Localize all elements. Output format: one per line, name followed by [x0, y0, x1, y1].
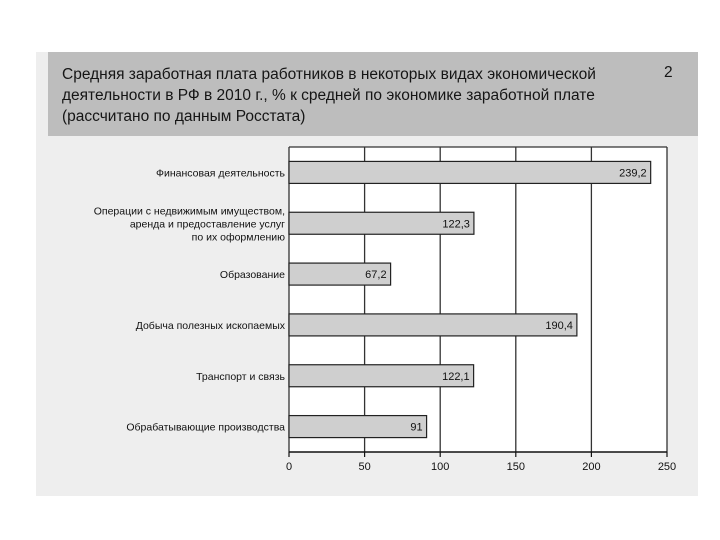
bar-value-label-3: 190,4: [545, 319, 573, 332]
bar-value-label-0: 239,2: [619, 167, 647, 180]
bar-value-label-4: 122,1: [442, 370, 470, 383]
x-tick-label-3: 150: [506, 461, 525, 473]
category-label-1-line-1: аренда и предоставление услуг: [129, 218, 285, 231]
x-tick-label-0: 0: [285, 461, 293, 473]
bar-value-label-2: 67,2: [365, 269, 387, 282]
figure-number: 2: [664, 64, 673, 81]
plot-area: [289, 147, 667, 452]
bar-5: [289, 416, 427, 438]
bar-3: [289, 314, 577, 336]
x-tick-label-1: 50: [358, 461, 371, 473]
x-tick-label-2: 100: [431, 461, 450, 473]
x-tick-label-5: 250: [657, 461, 677, 473]
bar-0: [289, 161, 651, 183]
category-label-1-line-0: Операции с недвижимым имуществом,: [93, 205, 285, 218]
category-label-2: Образование: [219, 269, 285, 282]
bar-value-label-5: 91: [410, 421, 423, 434]
bar-value-label-1: 122,3: [442, 218, 470, 231]
category-label-0: Финансовая деятельность: [156, 167, 285, 180]
chart-title: Средняя заработная плата работников в некоторых видах экономической деятельности в РФ в 2010 г., % к средней по экономике заработной плате (рассчитано по данным Росстата): [62, 66, 596, 125]
x-tick-label-4: 200: [582, 461, 601, 473]
category-label-3: Добыча полезных ископаемых: [135, 319, 285, 332]
category-label-5: Обрабатывающие производства: [126, 421, 285, 434]
category-label-1-line-2: по их оформлению: [191, 231, 285, 244]
category-label-4: Транспорт и связь: [196, 370, 285, 383]
